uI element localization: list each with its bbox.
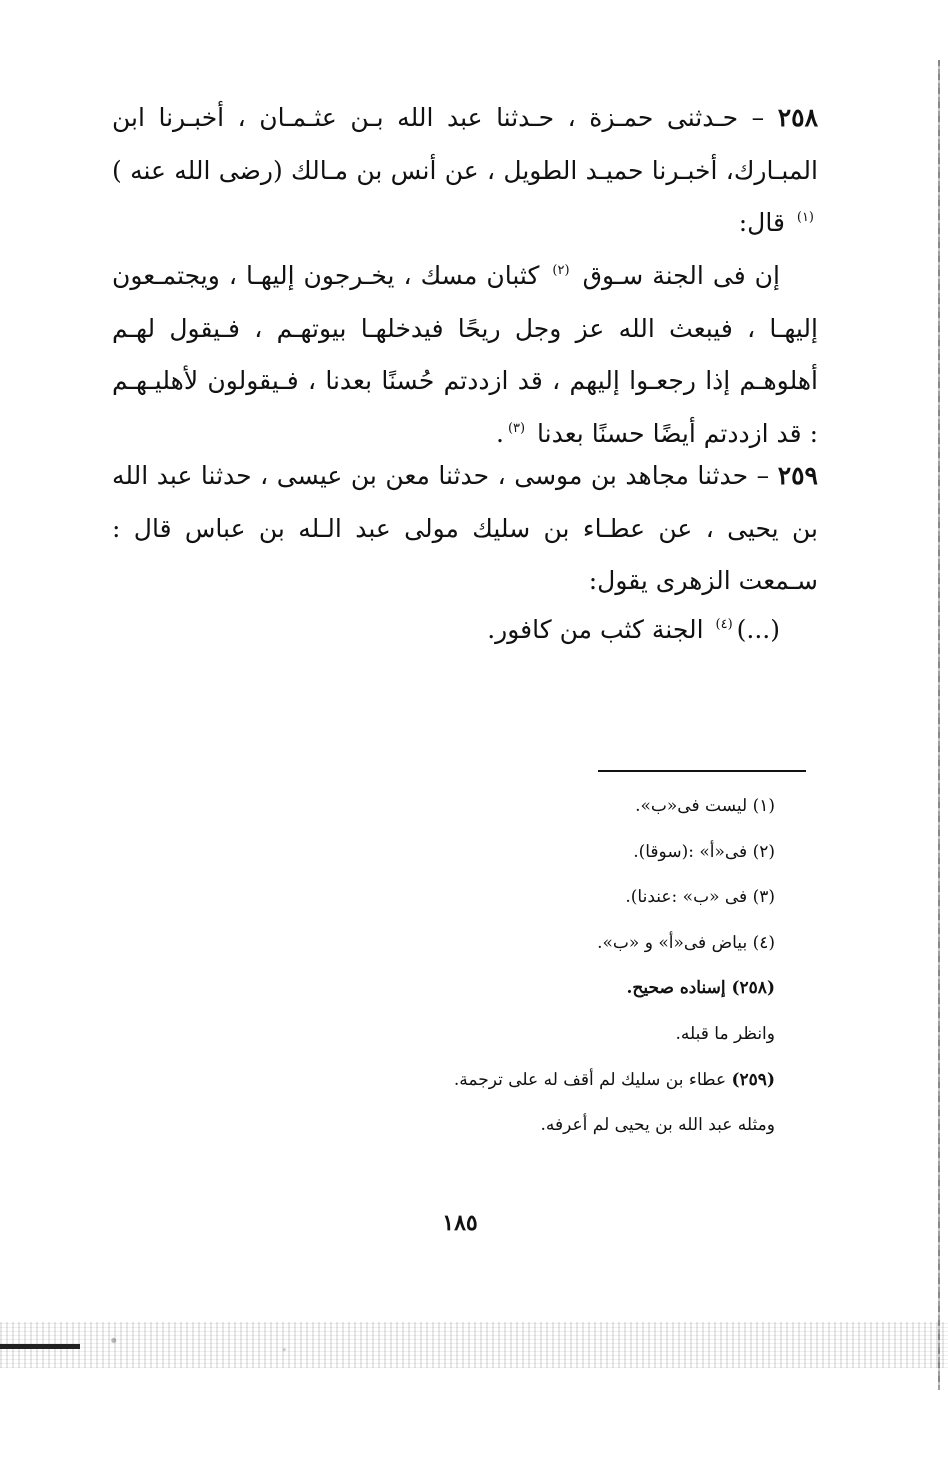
matn-text: إن فى الجنة سـوق	[582, 261, 780, 290]
note-259-title: (٢٥٩)	[731, 1069, 775, 1090]
matn-text: الجنة كثب من كافور.	[487, 615, 704, 644]
scan-artifact-bar	[0, 1344, 80, 1349]
hadith-text: – حـدثنى حمـزة ، حـدثنا عبد الله بـن عثـمـان ، أخبـرنا ابن المبـارك، أخبـرنا حميـد الطويل ، عن أنس بن مـالك (رضى الله عنه )	[112, 103, 818, 185]
note-258-title: (٢٥٨) إسناده صحيح.	[626, 978, 775, 999]
scan-artifact	[0, 1322, 948, 1368]
note-259-text-2: ومثله عبد الله بن يحيى لم أعرفه.	[540, 1115, 775, 1136]
scan-page-edge	[938, 60, 940, 1390]
hadith-number: ٢٥٩	[777, 461, 818, 490]
footnote-3: (٣) فى «ب» :عندنا).	[625, 887, 775, 908]
matn-ellipsis: (...)	[736, 615, 780, 644]
matn-text: كثبان مسك ، يخـرجون إليهـا ، ويجتمـعون إليهـا ، فيبعث الله عز وجل ريحًا فيدخلهـا بيوتهـم ، فـيقول لهـم أهلوهـم إذا رجعـوا إليهم ، قد ازددتم حُسنًا بعدنا ، فـيقولون لأهليـهـم : قد ازددتم أيضًا حسنًا بعدنا	[112, 261, 818, 448]
footnote-marker: (١)	[796, 210, 814, 225]
hadith-text-tail: قال:	[738, 208, 785, 237]
hadith-text: – حدثنا مجاهد بن موسى ، حدثنا معن بن عيسى ، حدثنا عبد الله بن يحيى ، عن عطـاء بن سليك مولى عبد الـله بن عباس قال : سـمعت الزهرى يقول:	[112, 461, 818, 595]
footnote-marker: (٤)	[715, 617, 733, 632]
hadith-258	[112, 92, 818, 250]
note-259	[360, 1058, 775, 1104]
hadith-258-matn	[112, 250, 818, 460]
footnote-1: (١) ليست فى«ب».	[635, 796, 775, 816]
matn-end: .	[496, 418, 504, 448]
hadith-259-matn	[112, 604, 818, 657]
footnote-marker: (٢)	[552, 263, 570, 278]
note-259-text: عطاء بن سليك لم أقف له على ترجمة.	[453, 1069, 727, 1090]
hadith-259	[112, 450, 818, 608]
footnotes	[360, 784, 775, 1149]
footnote-2: (٢) فى«أ» :(سوقا).	[633, 841, 775, 862]
footnote-separator	[598, 770, 806, 772]
footnote-marker: (٣)	[507, 420, 526, 436]
note-258-text: وانظر ما قبله.	[675, 1023, 775, 1044]
footnote-4: (٤) بياض فى«أ» و «ب».	[597, 932, 775, 953]
page-number: ١٨٥	[442, 1210, 478, 1236]
hadith-number: ٢٥٨	[777, 103, 819, 132]
